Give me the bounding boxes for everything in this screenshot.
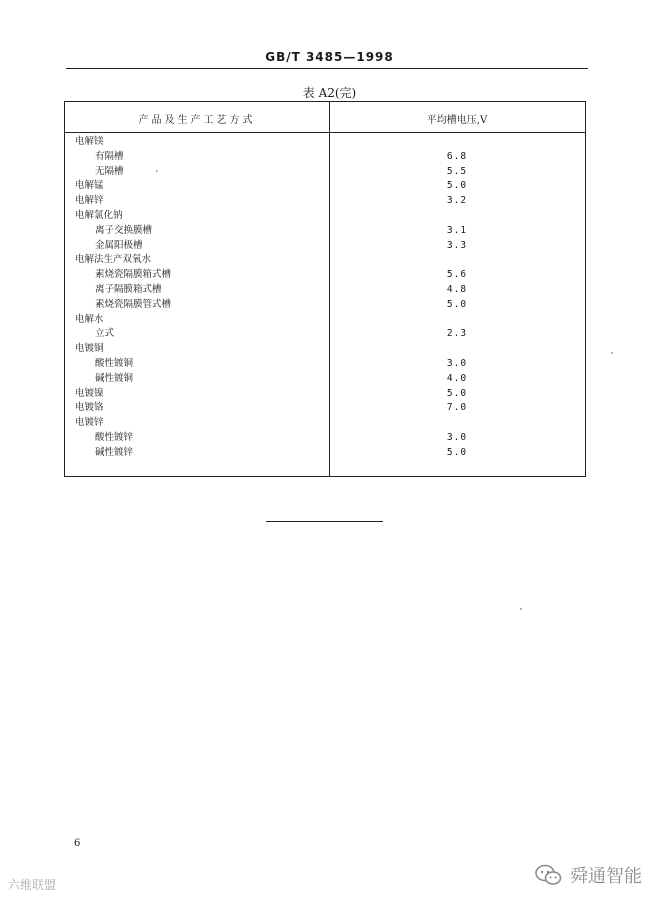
row-process-name: 酸性镀铜 xyxy=(95,358,134,369)
table-row xyxy=(65,312,584,327)
row-process-name: 电解锌 xyxy=(75,195,104,207)
row-process-name: 电解氯化钠 xyxy=(75,210,123,221)
row-voltage-value: 6.8 xyxy=(446,150,468,162)
table-row xyxy=(65,267,584,282)
table-row xyxy=(65,134,584,149)
row-process-name: 无隔槽 xyxy=(95,165,124,177)
table-row xyxy=(65,282,584,297)
row-voltage-value: 5.0 xyxy=(446,387,468,399)
table-row xyxy=(65,341,584,356)
header-rule xyxy=(66,68,588,69)
row-process-name: 素烧瓷隔膜箱式槽 xyxy=(95,269,172,281)
row-voltage-value: 4.0 xyxy=(446,372,468,384)
row-voltage-value: 5.0 xyxy=(446,298,468,310)
row-voltage-value: 5.6 xyxy=(446,269,468,281)
table-row xyxy=(65,149,584,164)
standard-code: GB/T 3485—1998 xyxy=(265,50,394,64)
column-header-process: 产品及生产工艺方式 xyxy=(138,115,256,126)
row-process-name: 有隔槽 xyxy=(95,150,124,162)
row-process-name: 电解锰 xyxy=(75,180,104,192)
row-voltage-value: 5.0 xyxy=(446,180,468,192)
wechat-icon xyxy=(534,863,564,887)
row-process-name: 碱性镀铜 xyxy=(95,372,134,384)
row-voltage-value: 5.0 xyxy=(446,446,468,458)
speck xyxy=(611,352,613,354)
table-row xyxy=(65,178,584,193)
table-row xyxy=(65,356,584,371)
table-row xyxy=(65,193,584,208)
table-row xyxy=(65,297,584,312)
row-voltage-value: 3.0 xyxy=(446,358,468,369)
row-process-name: 电解镁 xyxy=(75,136,104,147)
table-title: 表 A2(完) xyxy=(302,86,357,100)
row-process-name: 电解水 xyxy=(75,313,104,325)
voltage-table xyxy=(64,101,586,477)
speck xyxy=(520,608,522,610)
row-process-name: 电解法生产双氧水 xyxy=(75,254,152,266)
row-process-name: 离子交换膜槽 xyxy=(95,224,153,236)
table-row xyxy=(65,415,584,430)
watermark-right-text: 舜通智能 xyxy=(570,866,642,887)
column-header-voltage: 平均槽电压,V xyxy=(426,115,488,126)
row-process-name: 碱性镀锌 xyxy=(95,446,134,458)
page-number: 6 xyxy=(74,838,81,849)
row-voltage-value: 3.1 xyxy=(446,224,468,236)
row-process-name: 电镀铜 xyxy=(75,343,104,355)
row-voltage-value: 3.3 xyxy=(446,239,468,251)
table-row xyxy=(65,208,584,223)
row-process-name: 素烧瓷隔膜管式槽 xyxy=(95,298,172,310)
row-process-name: 酸性镀锌 xyxy=(95,432,134,443)
watermark-left: 六维联盟 xyxy=(8,878,57,892)
row-process-name: 离子隔膜箱式槽 xyxy=(95,284,162,295)
row-voltage-value: 2.3 xyxy=(446,328,468,340)
row-voltage-value: 4.8 xyxy=(446,284,468,295)
table-row xyxy=(65,400,584,415)
table-row xyxy=(65,326,584,341)
row-process-name: 电镀镍 xyxy=(75,387,104,399)
row-voltage-value: 3.0 xyxy=(446,432,468,443)
table-row xyxy=(65,164,584,179)
watermark-right xyxy=(534,862,642,888)
header-divider xyxy=(65,132,585,133)
table-row xyxy=(65,430,584,445)
table-row xyxy=(65,252,584,267)
row-process-name: 电镀锌 xyxy=(75,417,104,429)
end-rule xyxy=(266,521,383,522)
row-voltage-value: 7.0 xyxy=(446,402,468,414)
row-process-name: 立式 xyxy=(95,328,115,340)
row-voltage-value: 3.2 xyxy=(446,195,468,207)
table-row xyxy=(65,445,584,460)
table-row xyxy=(65,371,584,386)
row-voltage-value: 5.5 xyxy=(446,165,468,177)
row-process-name: 电镀铬 xyxy=(75,402,104,414)
table-row xyxy=(65,223,584,238)
scan-mark: ˊ xyxy=(154,171,159,181)
row-process-name: 金属阳极槽 xyxy=(95,239,143,251)
table-row xyxy=(65,238,584,253)
table-row xyxy=(65,386,584,401)
